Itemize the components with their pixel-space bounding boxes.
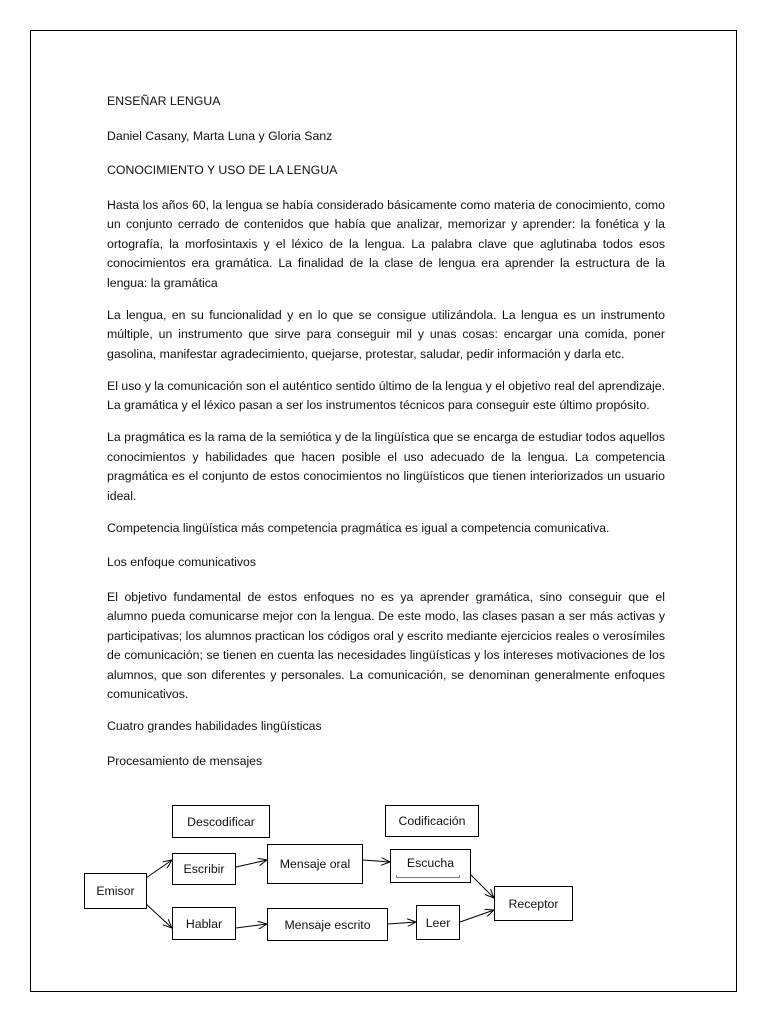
- mensaje-escrito-label: Mensaje escrito: [284, 917, 371, 932]
- processing-subheading: Procesamiento de mensajes: [107, 753, 263, 768]
- paragraph-2: La lengua, en su funcionalidad y en lo que se consigue utilizándola. La lengua es un instrumento múltiple, un instrumento que sirve para conseguir mil y unas cosas: encargar una comida, poner gasolina, manifestar agradecimiento, quejarse, protestar, saludar, pedir información y darla etc.: [107, 307, 665, 361]
- mensaje-oral-label: Mensaje oral: [279, 857, 351, 871]
- escucha-label: Escucha: [406, 856, 455, 870]
- document-authors: Daniel Casany, Marta Luna y Gloria Sanz: [107, 128, 333, 143]
- leer-label: Leer: [425, 915, 451, 930]
- descodificar-label: Descodificar: [187, 814, 255, 829]
- hablar-label: Hablar: [185, 916, 223, 931]
- approaches-paragraph: El objetivo fundamental de estos enfoques no es ya aprender gramática, sino conseguir que el alumno pueda comunicarse mejor con la lengua. De este modo, las clases pasan a ser más activas y participativas; los alumnos practican los códigos oral y escrito mediante ejercicios reales o verosímiles de comunicación; se tienen en cuenta las necesidades lingüísticas y los intereses motivaciones de los alumnos, que son diferentes y personales. La comunicación, se denominan generalmente enfoques comunicativos.: [107, 589, 665, 701]
- codificacion-label: Codificación: [398, 814, 466, 828]
- receptor-label: Receptor: [508, 896, 559, 911]
- skills-subheading: Cuatro grandes habilidades lingüísticas: [107, 719, 322, 733]
- escribir-label: Escribir: [183, 862, 225, 876]
- paragraph-4: La pragmática es la rama de la semiótica y de la lingüística que se encarga de estudiar todos aquellos conocimientos y habilidades que hacen posible el uso adecuado de la lengua. La competencia pragmática es el conjunto de estos conocimientos no lingüísticos que tienen interiorizados un usuario ideal.: [107, 430, 665, 503]
- paragraph-1: Hasta los años 60, la lengua se había considerado básicamente como materia de conocimiento, como un conjunto cerrado de contenidos que había que analizar, memorizar y aprender: la fonética y la ortografía, la morfosintaxis y el léxico de la lengua. La palabra clave que aglutinaba todos esos conocimientos era gramática. La finalidad de la clase de lengua era aprender la estructura de la lengua: la gramática: [107, 197, 665, 290]
- competence-line: Competencia lingüística más competencia pragmática es igual a competencia comunicativa.: [107, 520, 610, 535]
- approaches-subheading: Los enfoque comunicativos: [107, 555, 257, 569]
- document-body: [107, 92, 665, 786]
- document-title: ENSEÑAR LENGUA: [107, 94, 221, 108]
- section-title: CONOCIMIENTO Y USO DE LA LENGUA: [107, 163, 338, 177]
- emisor-label: Emisor: [96, 884, 135, 898]
- paragraph-3: El uso y la comunicación son el auténtico sentido último de la lengua y el objetivo real del aprendizaje. La gramática y el léxico pasan a ser los instrumentos técnicos para conseguir este último propósito.: [107, 378, 665, 412]
